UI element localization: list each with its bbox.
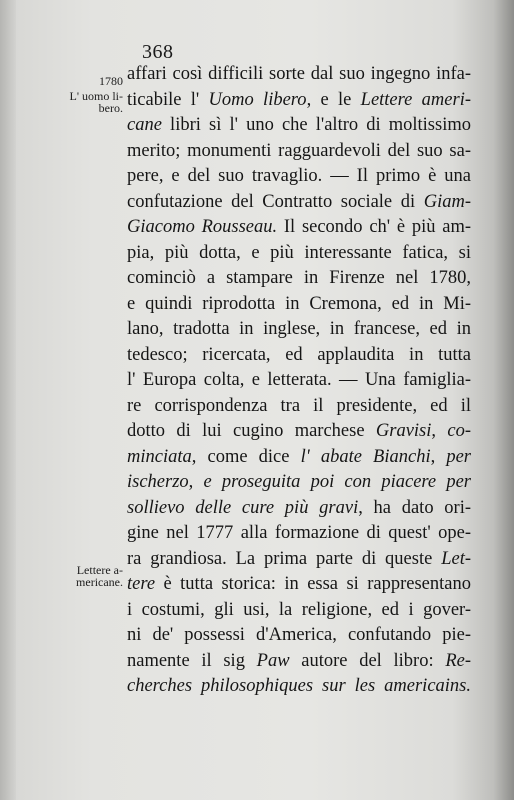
- text-line: [127, 623, 471, 649]
- page-shadow: [0, 0, 16, 800]
- text-segment: ni de' possessi d'America, confutando pie-: [127, 625, 471, 645]
- italic-text: e proseguita poi con piacere per: [203, 472, 472, 492]
- text-line: [127, 470, 471, 496]
- text-segment: , e le: [306, 89, 361, 110]
- page-number: 368: [142, 41, 174, 63]
- text-line: [127, 266, 471, 292]
- margin-note-line: Lettere a-: [76, 563, 123, 577]
- text-line: [127, 343, 471, 369]
- text-segment: , ha dato ori-: [358, 497, 471, 518]
- text-segment: cominciò a stampare in Firenze nel 1780,: [127, 268, 471, 288]
- text-line: [127, 139, 471, 165]
- margin-note-line: L' uomo li-: [69, 89, 123, 103]
- text-line: [127, 164, 471, 190]
- text-segment: ra grandiosa. La prima parte di queste: [127, 548, 442, 569]
- text-line: [127, 419, 471, 445]
- text-line: [127, 674, 471, 700]
- italic-text: co-: [447, 421, 471, 441]
- text-line: [127, 649, 471, 675]
- italic-text: l' abate Bianchi: [300, 446, 431, 467]
- text-line: [127, 547, 471, 573]
- italic-text: per: [446, 446, 472, 467]
- text-line: [127, 190, 471, 216]
- text-line: [127, 62, 471, 88]
- text-line: [127, 88, 471, 114]
- italic-text: Giacomo Rousseau.: [127, 217, 278, 237]
- text-line: [127, 241, 471, 267]
- italic-text: minciata: [127, 446, 192, 467]
- text-segment: re corrispondenza tra il presidente, ed il: [127, 395, 471, 416]
- text-line: [127, 394, 471, 420]
- italic-text: sollievo delle cure più gravi: [127, 497, 359, 518]
- italic-text: Paw: [256, 650, 290, 671]
- text-line: [127, 292, 471, 318]
- text-segment: ,: [188, 472, 204, 492]
- text-line: [127, 215, 471, 241]
- italic-text: cane: [127, 115, 162, 135]
- italic-text: Let-: [441, 548, 471, 569]
- italic-text: Giam-: [423, 191, 471, 212]
- text-line: [127, 445, 471, 471]
- text-segment: merito; monumenti ragguardevoli del suo sa-: [127, 140, 471, 161]
- italic-text: ischerzo: [127, 472, 189, 492]
- italic-text: Lettere ameri-: [360, 89, 471, 110]
- text-line: [127, 317, 471, 343]
- text-segment: pia, più dotta, e più interessante fatica, si: [127, 242, 471, 263]
- margin-note-line: bero.: [98, 101, 123, 115]
- text-segment: ticabile l': [127, 89, 209, 110]
- text-segment: l' Europa colta, e letterata. — Una famiglia-: [127, 370, 471, 390]
- text-segment: ,: [430, 446, 447, 467]
- text-line: [127, 572, 471, 598]
- italic-text: tere: [127, 574, 156, 594]
- margin-note-year-text: 1780: [99, 74, 123, 88]
- text-segment: gine nel 1777 alla formazione di quest' ope-: [127, 523, 471, 543]
- text-segment: i costumi, gli usi, la religione, ed i gover-: [127, 599, 471, 620]
- margin-note-line: mericane.: [76, 575, 123, 589]
- text-segment: confutazione del Contratto sociale di: [127, 191, 424, 212]
- text-segment: dotto di lui cugino marchese: [127, 421, 376, 441]
- text-line: [127, 368, 471, 394]
- italic-text: cherches philosophiques sur les americains.: [127, 676, 471, 696]
- margin-note-year: [59, 75, 123, 87]
- italic-text: Uomo libero: [208, 89, 307, 110]
- text-line: [127, 496, 471, 522]
- text-segment: affari così difficili sorte dal suo ingegno infa-: [127, 64, 471, 84]
- text-line: [127, 521, 471, 547]
- text-segment: ,: [431, 421, 448, 441]
- text-segment: Il secondo ch' è più am-: [277, 217, 471, 237]
- text-segment: autore del libro:: [289, 650, 446, 671]
- text-segment: tedesco; ricercata, ed applaudita in tutta: [127, 344, 471, 365]
- text-segment: è tutta storica: in essa si rappresentano: [155, 574, 471, 594]
- margin-note-lettere-americane: [59, 564, 123, 588]
- italic-text: Re-: [445, 650, 471, 671]
- text-segment: libri sì l' uno che l'altro di moltissimo: [161, 115, 471, 135]
- text-line: [127, 113, 471, 139]
- text-segment: lano, tradotta in inglese, in francese, ed in: [127, 319, 471, 339]
- text-segment: pere, e del suo travaglio. — Il primo è una: [127, 166, 471, 186]
- body-text: [127, 62, 471, 700]
- text-segment: namente il sig: [127, 650, 257, 671]
- text-line: [127, 598, 471, 624]
- text-segment: , come dice: [191, 446, 301, 467]
- italic-text: Gravisi: [375, 421, 432, 441]
- text-segment: e quindi riprodotta in Cremona, ed in Mi-: [127, 293, 471, 314]
- margin-note-uomo-libero: [59, 90, 123, 114]
